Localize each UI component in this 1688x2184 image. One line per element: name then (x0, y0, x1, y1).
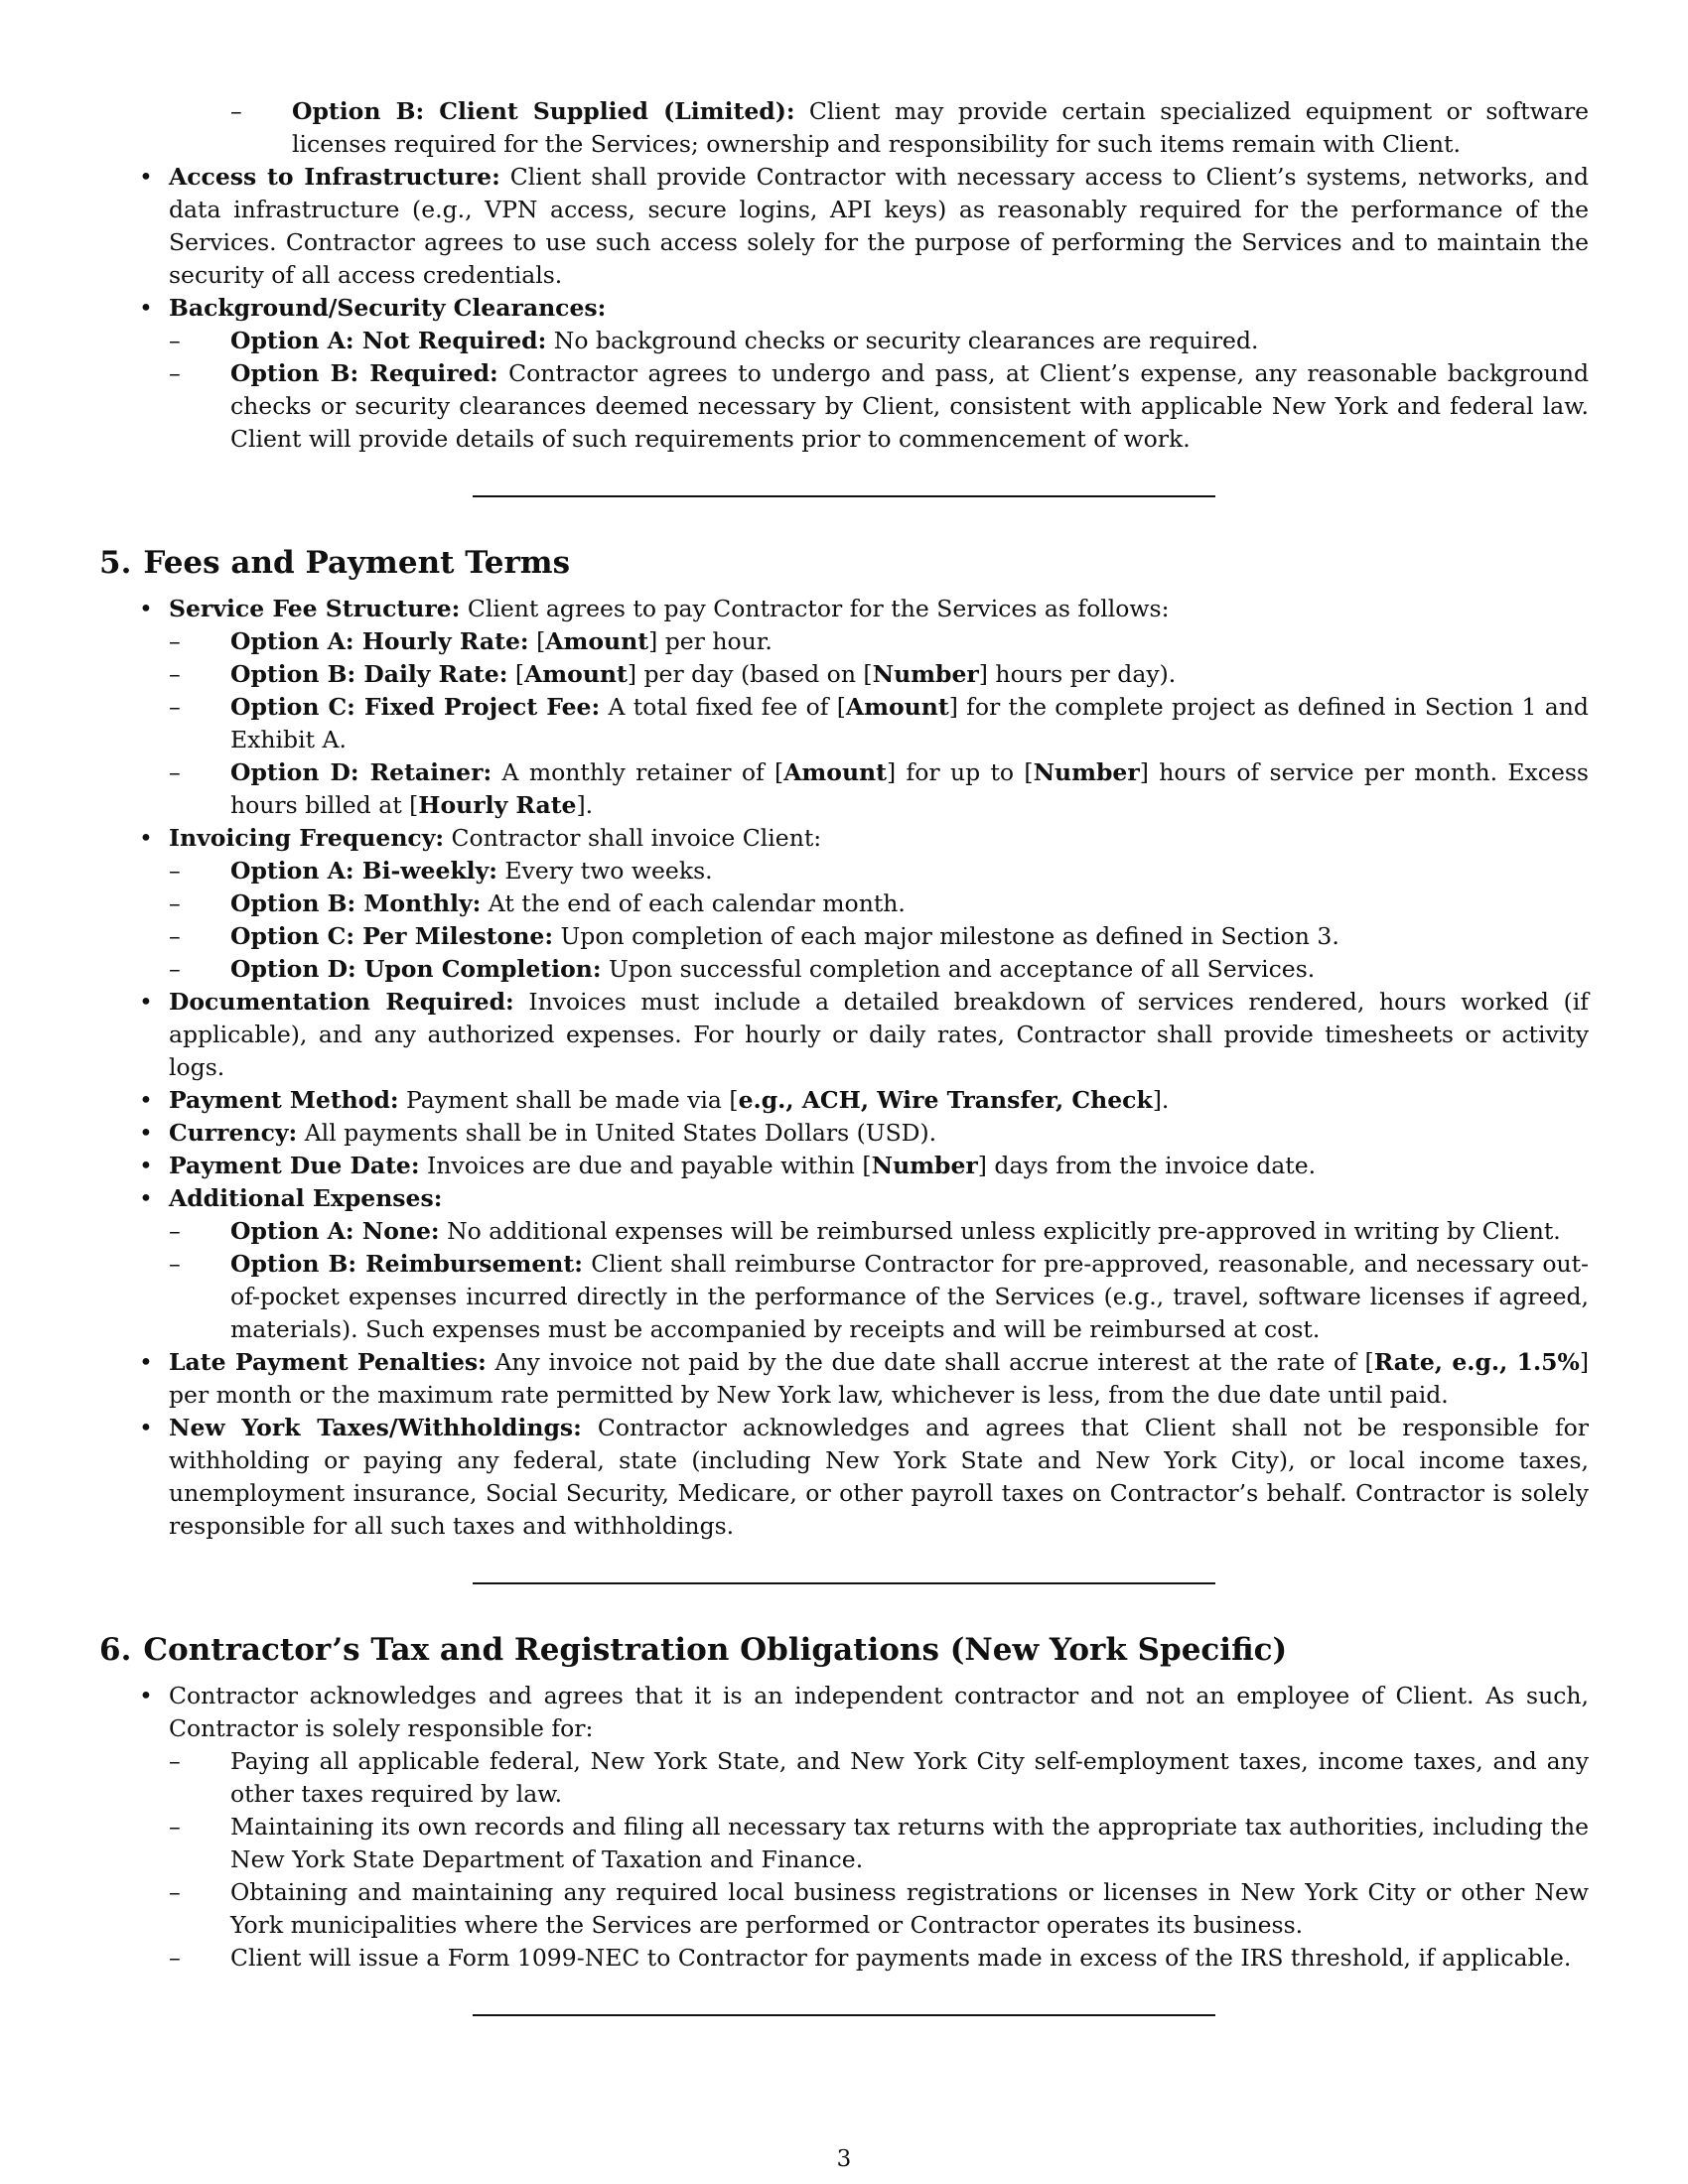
list-item-access-infrastructure: • Access to Infrastructure: Client shall provide Contractor with necessary access to Client’s systems, networks, and data infrastructure (e.g., VPN access, secure logins, API keys) as reasonably required for the performance of the Services. Contractor agrees to use such access solely for the purpose of performing the Services and to maintain the security of all access credentials. (99, 161, 1589, 292)
section-number: 6. (99, 1632, 132, 1668)
list-item: – Option A: Bi-weekly: Every two weeks. (169, 855, 1589, 887)
section-divider (473, 2014, 1215, 2016)
list-item-payment-due: • Payment Due Date: Invoices are due and payable within [Number] days from the invoice date. (99, 1150, 1589, 1182)
list-item: – Option A: None: No additional expenses will be reimbursed unless explicitly pre-approved in writing by Client. (169, 1215, 1589, 1248)
list-item-invoicing-frequency: • Invoicing Frequency: Contractor shall invoice Client: – Option A: Bi-weekly: Every two weeks. – Option B: Monthly: At the end of each calendar month. – Option C: Per Milestone: Upon completion of each major milestone as defined in Section 3. – Option D: Upon Completion: Upon successful completion and acceptance of all Services. (99, 822, 1589, 986)
section-6-list (99, 1680, 1589, 1975)
list-item-payment-method: • Payment Method: Payment shall be made via [e.g., ACH, Wire Transfer, Check]. (99, 1084, 1589, 1117)
background-options (169, 325, 1589, 456)
section-divider (473, 495, 1215, 497)
list-item: – Option D: Retainer: A monthly retainer of [Amount] for up to [Number] hours of service per month. Excess hours billed at [Hourly Rate]. (169, 756, 1589, 822)
list-item-service-fee: • Service Fee Structure: Client agrees to pay Contractor for the Services as follows: – Option A: Hourly Rate: [Amount] per hour. – Option B: Daily Rate: [Amount] per day (based on [Number] hours per day). – Option C: Fixed Project Fee: A total fixed fee of [Amount] for the complete project as defined in Section 1 and Exhibit A. – Option D: Retainer: A monthly retainer of [Amount] for up to [Number] hours of service per month. Excess hours billed at [Hourly Rate]. (99, 593, 1589, 822)
list-item: – Option C: Per Milestone: Upon completion of each major milestone as defined in Section 3. (169, 920, 1589, 953)
document-body (99, 95, 1589, 2016)
section-5-list (99, 593, 1589, 1543)
list-item: – Option B: Monthly: At the end of each calendar month. (169, 887, 1589, 920)
list-item-documentation: • Documentation Required: Invoices must include a detailed breakdown of services rendered, hours worked (if applicable), and any authorized expenses. For hourly or daily rates, Contractor shall provide timesheets or activity logs. (99, 986, 1589, 1084)
section-5-heading (99, 543, 1589, 583)
page-number: 3 (836, 2146, 852, 2172)
list-item: – Option C: Fixed Project Fee: A total fixed fee of [Amount] for the complete project as defined in Section 1 and Exhibit A. (169, 691, 1589, 756)
invoicing-options (169, 855, 1589, 986)
list-item: – Option B: Daily Rate: [Amount] per day (based on [Number] hours per day). (169, 658, 1589, 691)
list-item-currency: • Currency: All payments shall be in United States Dollars (USD). (99, 1117, 1589, 1150)
list-item: – Option A: Not Required: No background checks or security clearances are required. (169, 325, 1589, 357)
section-6-heading (99, 1630, 1589, 1670)
list-item: – Client will issue a Form 1099-NEC to Contractor for payments made in excess of the IRS threshold, if applicable. (169, 1942, 1589, 1975)
list-item-additional-expenses: • Additional Expenses: – Option A: None: No additional expenses will be reimbursed unless explicitly pre-approved in writing by Client. – Option B: Reimbursement: Client shall reimburse Contractor for pre-approved, reasonable, and necessary out-of-pocket expenses incurred directly in the performance of the Services (e.g., travel, software licenses if agreed, materials). Such expenses must be accompanied by receipts and will be reimbursed at cost. (99, 1182, 1589, 1346)
section-4-continued-list (99, 161, 1589, 456)
list-item: – Paying all applicable federal, New York State, and New York City self-employment taxes, income taxes, and any other taxes required by law. (169, 1745, 1589, 1811)
list-item: – Option B: Client Supplied (Limited): Client may provide certain specialized equipment or software licenses required for the Services; ownership and responsibility for such items remain with Client. (230, 95, 1589, 161)
list-item-background-clearances: • Background/Security Clearances: – Option A: Not Required: No background checks or security clearances are required. – Option B: Required: Contractor agrees to undergo and pass, at Client’s expense, any reasonable background checks or security clearances deemed necessary by Client, consistent with applicable New York and federal law. Client will provide details of such requirements prior to commencement of work. (99, 292, 1589, 456)
list-item: – Option D: Upon Completion: Upon successful completion and acceptance of all Services. (169, 953, 1589, 986)
list-item: – Maintaining its own records and filing all necessary tax returns with the appropriate tax authorities, including the New York State Department of Taxation and Finance. (169, 1811, 1589, 1876)
section-title: Contractor’s Tax and Registration Obligations (New York Specific) (143, 1632, 1288, 1668)
contractor-obligations (169, 1745, 1589, 1975)
section-title: Fees and Payment Terms (143, 545, 571, 581)
list-item: – Obtaining and maintaining any required local business registrations or licenses in New York City or other New York municipalities where the Services are performed or Contractor operates its business. (169, 1876, 1589, 1942)
fee-options (169, 625, 1589, 822)
list-item-independent-contractor: • Contractor acknowledges and agrees that it is an independent contractor and not an employee of Client. As such, Contractor is solely responsible for: – Paying all applicable federal, New York State, and New York City self-employment taxes, income taxes, and any other taxes required by law. – Maintaining its own records and filing all necessary tax returns with the appropriate tax authorities, including the New York State Department of Taxation and Finance. – Obtaining and maintaining any required local business registrations or licenses in New York City or other New York municipalities where the Services are performed or Contractor operates its business. – Client will issue a Form 1099-NEC to Contractor for payments made in excess of the IRS threshold, if applicable. (99, 1680, 1589, 1975)
list-item: – Option B: Reimbursement: Client shall reimburse Contractor for pre-approved, reasonable, and necessary out-of-pocket expenses incurred directly in the performance of the Services (e.g., travel, software licenses if agreed, materials). Such expenses must be accompanied by receipts and will be reimbursed at cost. (169, 1248, 1589, 1346)
list-item: – Option B: Required: Contractor agrees to undergo and pass, at Client’s expense, any reasonable background checks or security clearances deemed necessary by Client, consistent with applicable New York and federal law. Client will provide details of such requirements prior to commencement of work. (169, 357, 1589, 456)
expense-options (169, 1215, 1589, 1346)
list-item: – Option A: Hourly Rate: [Amount] per hour. (169, 625, 1589, 658)
list-item-ny-taxes: • New York Taxes/Withholdings: Contractor acknowledges and agrees that Client shall not be responsible for withholding or paying any federal, state (including New York State and New York City), or local income taxes, unemployment insurance, Social Security, Medicare, or other payroll taxes on Contractor’s behalf. Contractor is solely responsible for all such taxes and withholdings. (99, 1412, 1589, 1543)
section-number: 5. (99, 545, 132, 581)
section-divider (473, 1582, 1215, 1584)
list-item-late-payment: • Late Payment Penalties: Any invoice not paid by the due date shall accrue interest at the rate of [Rate, e.g., 1.5%] per month or the maximum rate permitted by New York law, whichever is less, from the due date until paid. (99, 1346, 1589, 1412)
equipment-options-continued (99, 95, 1589, 161)
